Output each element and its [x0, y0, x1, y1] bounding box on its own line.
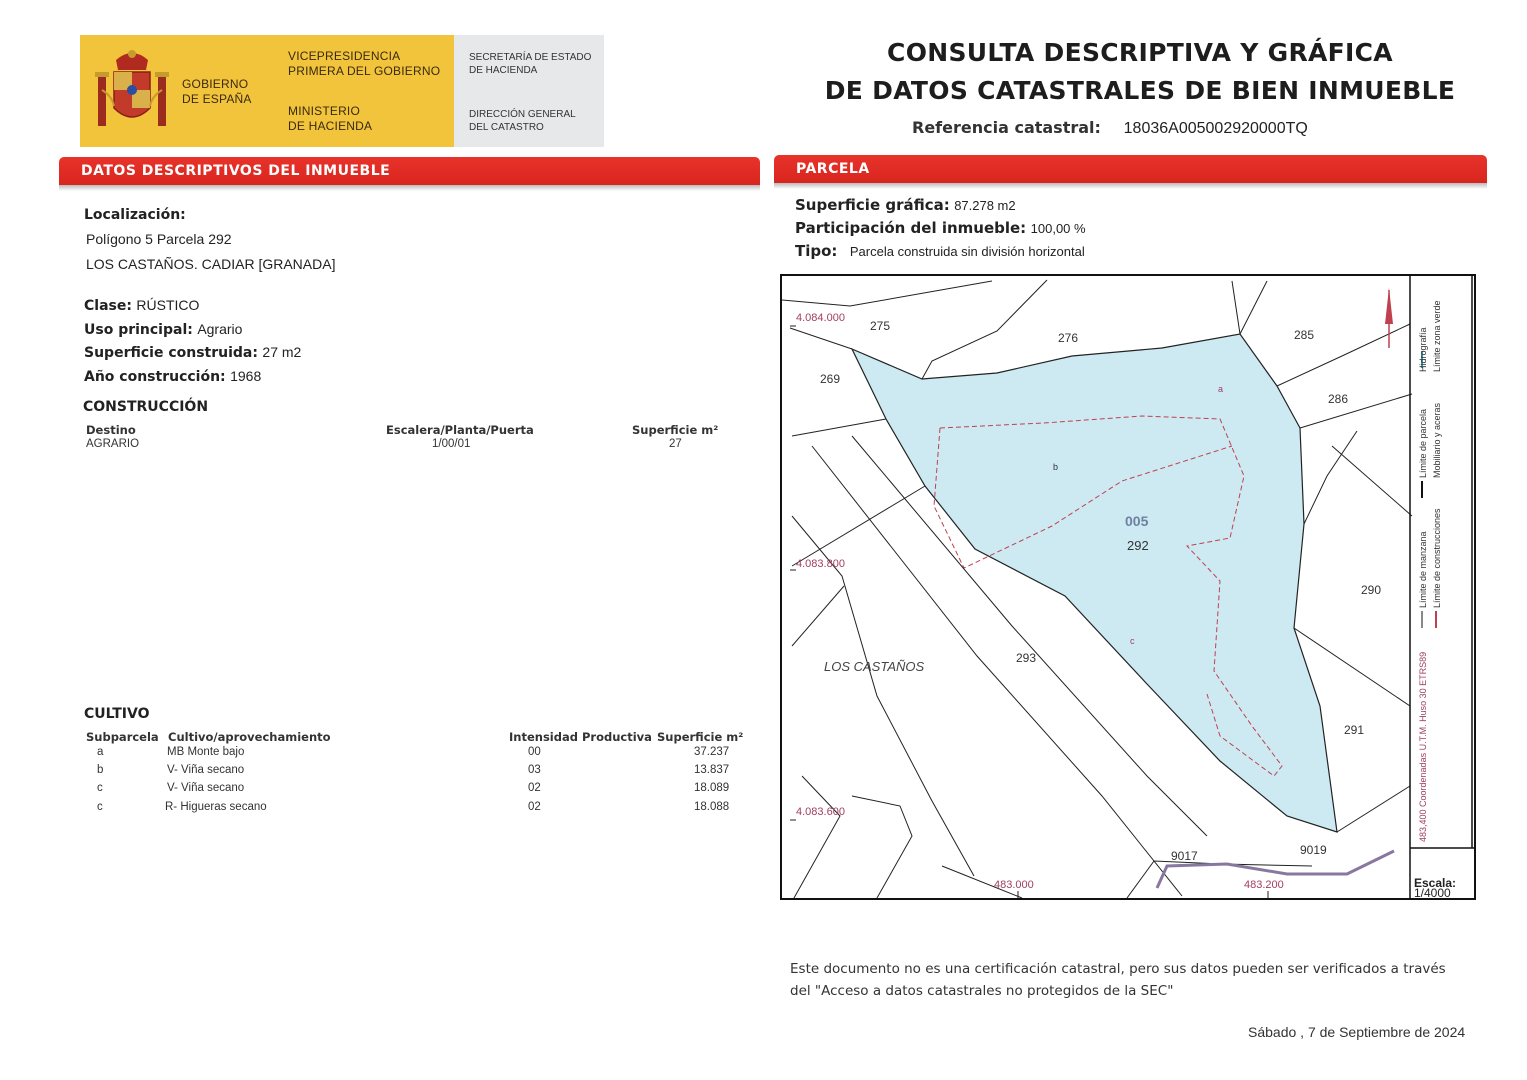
table-row-c1-sub: c: [97, 782, 103, 794]
legend-hidrografia: Hidrografía: [1418, 327, 1428, 372]
superficie-value: 27 m2: [262, 344, 302, 360]
table-row-c2-sub: c: [97, 801, 103, 813]
uso-value: Agrario: [197, 321, 243, 337]
place-label: LOS CASTAÑOS: [824, 659, 925, 674]
boundary-line: [1300, 394, 1412, 428]
boundary-line: [792, 419, 886, 436]
superficie-grafica-row: [795, 196, 1016, 215]
vicepresidencia-text: VICEPRESIDENCIA PRIMERA DEL GOBIERNO: [288, 49, 441, 78]
ministerio-text: MINISTERIO DE HACIENDA: [288, 104, 373, 133]
boundary-line: [1304, 431, 1357, 524]
construccion-header-superficie: Superficie m²: [632, 423, 719, 437]
participacion-row: [795, 219, 1086, 238]
parcel-label: 269: [820, 372, 841, 386]
boundary-line: [922, 280, 1047, 379]
table-row-c2-superficie: 18.088: [694, 801, 730, 813]
table-row-b-superficie: 13.837: [694, 764, 730, 776]
construccion-cell-escalera: 1/00/01: [432, 438, 471, 450]
cadastral-map: [780, 274, 1476, 900]
section-title: PARCELA: [796, 161, 870, 177]
coord-x1: 483.000: [994, 879, 1034, 891]
parcel-label: 285: [1294, 328, 1315, 342]
coord-y2: 4.083.800: [796, 558, 845, 570]
localizacion-line2: LOS CASTAÑOS. CADIAR [GRANADA]: [86, 256, 336, 272]
escala-label: Escala:: [1414, 876, 1457, 890]
cultivo-header-cultivo: Cultivo/aprovechamiento: [168, 730, 331, 744]
coord-y1: 4.084.000: [796, 312, 845, 324]
boundary-line: [790, 328, 852, 349]
construccion-cell-superficie: 27: [669, 438, 682, 450]
direccion-text: DIRECCIÓN GENERAL DEL CATASTRO: [469, 109, 576, 133]
boundary-line: [782, 281, 992, 306]
clase-value: RÚSTICO: [136, 297, 200, 313]
anio-value: 1968: [230, 368, 262, 384]
table-row-c2-intensidad: 02: [528, 801, 541, 813]
disclaimer-note: Este documento no es una certificación catastral, pero sus datos pueden ser verificados a través del "Acceso a datos catastrales no protegidos de la SEC": [790, 961, 1446, 999]
table-row-b-sub: b: [97, 764, 104, 776]
page-title-line2: DE DATOS CATASTRALES DE BIEN INMUEBLE: [824, 76, 1456, 105]
coord-x2: 483.200: [1244, 879, 1284, 891]
boundary-line: [1240, 281, 1267, 334]
legend-limite-construcciones: Límite de construcciones: [1432, 508, 1442, 608]
section-title: DATOS DESCRIPTIVOS DEL INMUEBLE: [81, 163, 391, 179]
table-row-b-cultivo: V- Viña secano: [167, 764, 245, 776]
clase-label: Clase:: [84, 298, 132, 314]
anio-row: [84, 368, 261, 386]
anio-label: Año construcción:: [84, 369, 226, 385]
boundary-line: [1337, 786, 1410, 832]
clase-row: [84, 297, 199, 315]
construccion-title: CONSTRUCCIÓN: [83, 399, 209, 415]
construccion-header-escalera: Escalera/Planta/Puerta: [386, 423, 534, 437]
gobierno-text: GOBIERNO DE ESPAÑA: [182, 77, 252, 106]
table-row-a-intensidad: 00: [528, 746, 541, 758]
boundary-line: [792, 486, 925, 566]
parcel-label: 9017: [1171, 849, 1198, 863]
parcel-label: 9019: [1300, 843, 1327, 857]
legend-zona-verde: Límite zona verde: [1432, 300, 1442, 372]
polygon-label: 005: [1125, 513, 1149, 529]
coat-of-arms-icon: [92, 46, 172, 134]
superficie-row: [84, 344, 301, 362]
table-row-c1-superficie: 18.089: [694, 782, 730, 794]
document-date: Sábado , 7 de Septiembre de 2024: [1248, 1024, 1466, 1040]
parcel-label: 275: [870, 319, 891, 333]
boundary-line: [852, 796, 912, 898]
legend-limite-parcela: Límite de parcela: [1418, 408, 1428, 478]
secretaria-text: SECRETARÍA DE ESTADO DE HACIENDA: [469, 52, 592, 76]
coord-y3: 4.083.600: [796, 806, 845, 818]
construccion-cell-destino: AGRARIO: [86, 438, 140, 450]
boundary-line: [794, 776, 840, 898]
tipo-value: Parcela construida sin división horizontal: [849, 244, 1085, 259]
page-title-line1: CONSULTA DESCRIPTIVA Y GRÁFICA: [887, 38, 1393, 67]
uso-label: Uso principal:: [84, 322, 193, 338]
section-bar-shadow: [774, 183, 1487, 189]
boundary-line: [792, 586, 844, 646]
parcel-label: 291: [1344, 723, 1365, 737]
cultivo-title: CULTIVO: [84, 706, 150, 722]
boundary-line: [1332, 446, 1412, 516]
cultivo-header-superficie: Superficie m²: [657, 730, 744, 744]
ref-value: 18036A005002920000TQ: [1123, 120, 1308, 137]
cultivo-header-subparcela: Subparcela: [86, 730, 159, 744]
legend-limite-manzana: Límite de manzana: [1418, 531, 1428, 608]
main-parcel-label: 292: [1127, 538, 1149, 553]
uso-row: [84, 321, 242, 339]
table-row-c2-cultivo: R- Higueras secano: [165, 801, 267, 813]
parcel-label: 293: [1016, 651, 1037, 665]
cultivo-header-intensidad: Intensidad Productiva: [509, 730, 652, 744]
legend-coordenadas: 483,400 Coordenadas U.T.M. Huso 30 ETRS89: [1418, 651, 1428, 842]
subparcel-label: a: [1218, 384, 1224, 394]
superficie-grafica-value: 87.278 m2: [954, 198, 1016, 213]
boundary-line: [1232, 281, 1240, 334]
tipo-label: Tipo:: [795, 242, 838, 260]
localizacion-label: Localización:: [84, 207, 186, 223]
boundary-line: [792, 516, 974, 876]
section-bar-datos-descriptivos: [59, 157, 760, 185]
tipo-row: [795, 242, 1085, 261]
section-bar-shadow: [59, 185, 760, 191]
participacion-label: Participación del inmueble:: [795, 219, 1027, 237]
subparcel-label: b: [1053, 462, 1059, 472]
participacion-value: 100,00 %: [1030, 221, 1086, 236]
table-row-a-cultivo: MB Monte bajo: [167, 746, 245, 758]
superficie-grafica-label: Superficie gráfica:: [795, 196, 950, 214]
parcel-label: 276: [1058, 331, 1079, 345]
parcel-label: 290: [1361, 583, 1382, 597]
boundary-line: [1127, 861, 1312, 898]
parcel-292-polygon: [852, 334, 1337, 832]
ref-label: Referencia catastral:: [912, 118, 1101, 137]
parcel-label: 286: [1328, 392, 1349, 406]
localizacion-line1: Polígono 5 Parcela 292: [86, 231, 232, 247]
superficie-label: Superficie construida:: [84, 345, 258, 361]
table-row-a-sub: a: [97, 746, 104, 758]
legend-mobiliario: Mobiliario y aceras: [1432, 402, 1442, 478]
subparcel-label: c: [1130, 636, 1135, 646]
referencia-catastral: [912, 118, 1308, 138]
construccion-header-destino: Destino: [86, 423, 136, 437]
table-row-a-superficie: 37.237: [694, 746, 730, 758]
escala-value: 1/4000: [1414, 888, 1451, 898]
table-row-c1-intensidad: 02: [528, 782, 541, 794]
section-bar-parcela: [774, 155, 1487, 183]
table-row-b-intensidad: 03: [528, 764, 541, 776]
table-row-c1-cultivo: V- Viña secano: [167, 782, 245, 794]
